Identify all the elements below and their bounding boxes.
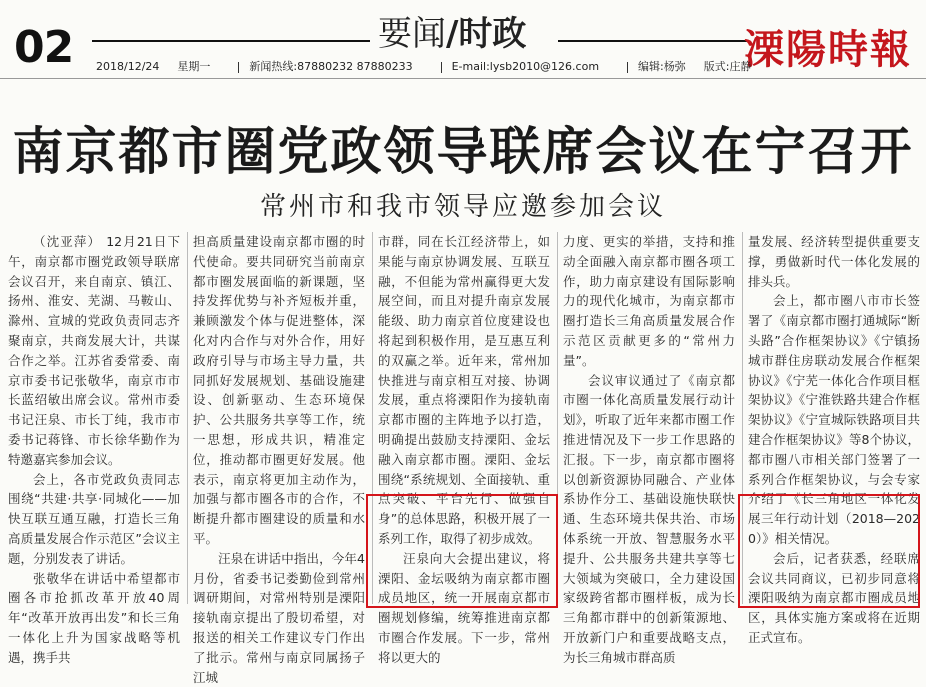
section-title [378,6,526,55]
header-bottom-rule [0,78,926,79]
paragraph: 汪泉在讲话中指出，今年4月份，省委书记娄勤俭到常州调研期间，对常州特别是溧阳接轨南京提出了殷切希望，对报送的相关工作建议专门作出了批示。常州与南京同属扬子江城 [193,550,365,685]
article-column-2 [193,232,365,687]
paragraph: 会议审议通过了《南京都市圈一体化高质量发展行动计划》，听取了近年来都市圈工作推进情况及下一步工作思路的汇报。下一步，南京都市圈将以创新资源协同融合、产业体系协作分工、基础设施快联快通、生态环境共保共治、市场体系统一开放、智慧服务水平提升、公共服务共建共享等七大领域为突破口，全力建设国家级跨省都市圈样板，成为长三角都市群中的创新策源地、开放新门户和重要战略支点，为长三角城市群高质 [563,372,735,665]
highlight-box-proposal [366,494,558,608]
article-subhead: 常州市和我市领导应邀参加会议 [259,192,666,222]
paragraph: 张敬华在讲话中希望都市圈各市抢抓改革开放40周年“改革开放再出发”和长三角一体化上升为国家战略等机遇，携手共 [8,570,180,665]
paragraph: 汪泉向大会提出建议，将溧阳、金坛吸纳为南京都市圈成员地区，统一开展南京都市圈规划修编，统筹推进南京都市圈合作发展。下一步，常州将以更大的 [378,550,550,665]
article-column-1 [8,232,180,668]
paragraph: 担高质量建设南京都市圈的时代使命。要共同研究当前南京都市圈发展面临的新课题，坚持发挥优势与补齐短板并重，兼顾激发个体与促进整体，深化对内合作与对外合作，用好政府引导与市场主导力量，共同抓好发展规划、基础设施建设、创新驱动、生态环境保护、公共服务共享等工作，统一思想，形成共识，精准定位，推动都市圈更好发展。他表示，南京将更加主动作为，加强与都市圈各市的合作，不断提升都市圈建设的质量和水平。 [193,234,365,546]
paragraph: （沈亚萍） 12月21日下午，南京都市圈党政领导联席会议召开，来自南京、镇江、扬州、淮安、芜湖、马鞍山、滁州、宣城的党政负责同志齐聚南京，共商发展大计，共谋合作之举。江苏省委常委、南京市委书记张敬华，南京市市长蓝绍敏出席会议。常州市委书记汪泉、市长丁纯，我市市委书记蒋锋、市长徐华勤作为特邀嘉宾参加会议。 [8,234,180,467]
section-title-main: 要闻 [378,14,446,54]
article-headline: 南京都市圈党政领导联席会议在宁召开 [12,123,914,182]
info-bar [96,58,769,74]
paragraph: 市群，同在长江经济带上，如果能与南京协调发展、互联互融，不但能为常州赢得更大发展空间，而且对提升南京发展能级、助力南京首位度建设也将起到积极作用，是互惠互利的双赢之举。近年来，常州加快推进与南京相互对接、协调发展，重点将溧阳作为接轨南京都市圈的主阵地予以打造，明确提出鼓励支持溧阳、金坛融入南京都市圈。溧阳、金坛围绕“系统规划、全面接轨、重点突破、平台先行、做强自身”的总体思路，积极开展了一系列工作，取得了初步成效。 [378,234,550,546]
paragraph: 会上，各市党政负责同志围绕“共建·共享·同城化——加快互联互通互融，打造长三角高质量发展合作示范区”会议主题，分别发表了讲话。 [8,471,180,566]
paragraph: 会后，记者获悉，经联席会议共同商议，已初步同意将溧阳吸纳为南京都市圈成员地区，具体实施方案或将在近期正式宣布。 [748,550,920,645]
paragraph: 力度、更实的举措，支持和推动全面融入南京都市圈各项工作，助力南京建设有国际影响力的现代化城市，为南京都市圈打造长三角高质量发展合作示范区贡献更多的“常州力量”。 [563,234,735,368]
paragraph: 会上，都市圈八市市长签署了《南京都市圈打通城际“断头路”合作框架协议》《宁镇扬城市群住房联动发展合作框架协议》《宁芜一体化合作项目框架协议》《宁淮铁路共建合作框架协议》《宁宣城际铁路项目共建合作框架协议》等8个协议，都市圈八市相关部门签署了一系列合作框架协议，与会专家介绍了《长三角地区一体化发展三年行动计划（2018—2020）》相关情况。 [748,293,920,546]
news-hotline: 新闻热线:87880232 87880233 [249,60,413,73]
header-rule-left [92,40,370,42]
column-divider [187,232,188,604]
article-column-4 [563,232,735,668]
highlight-box-outcome [738,494,920,608]
layout-credit: 版式:庄静 [703,60,752,73]
page-header [0,0,926,80]
page-number: 02 [14,22,74,73]
newspaper-masthead: 溧陽時報 [744,26,912,73]
contact-email: E-mail:lysb2010@126.com [451,60,600,73]
issue-weekday: 星期一 [177,60,211,73]
paragraph: 量发展、经济转型提供重要支撑，勇做新时代一体化发展的排头兵。 [748,234,920,289]
header-rule-right [558,40,748,42]
editor-credit: 编辑:杨弥 [638,60,686,73]
issue-date: 2018/12/24 [96,60,160,73]
section-title-sub: /时政 [446,14,527,54]
